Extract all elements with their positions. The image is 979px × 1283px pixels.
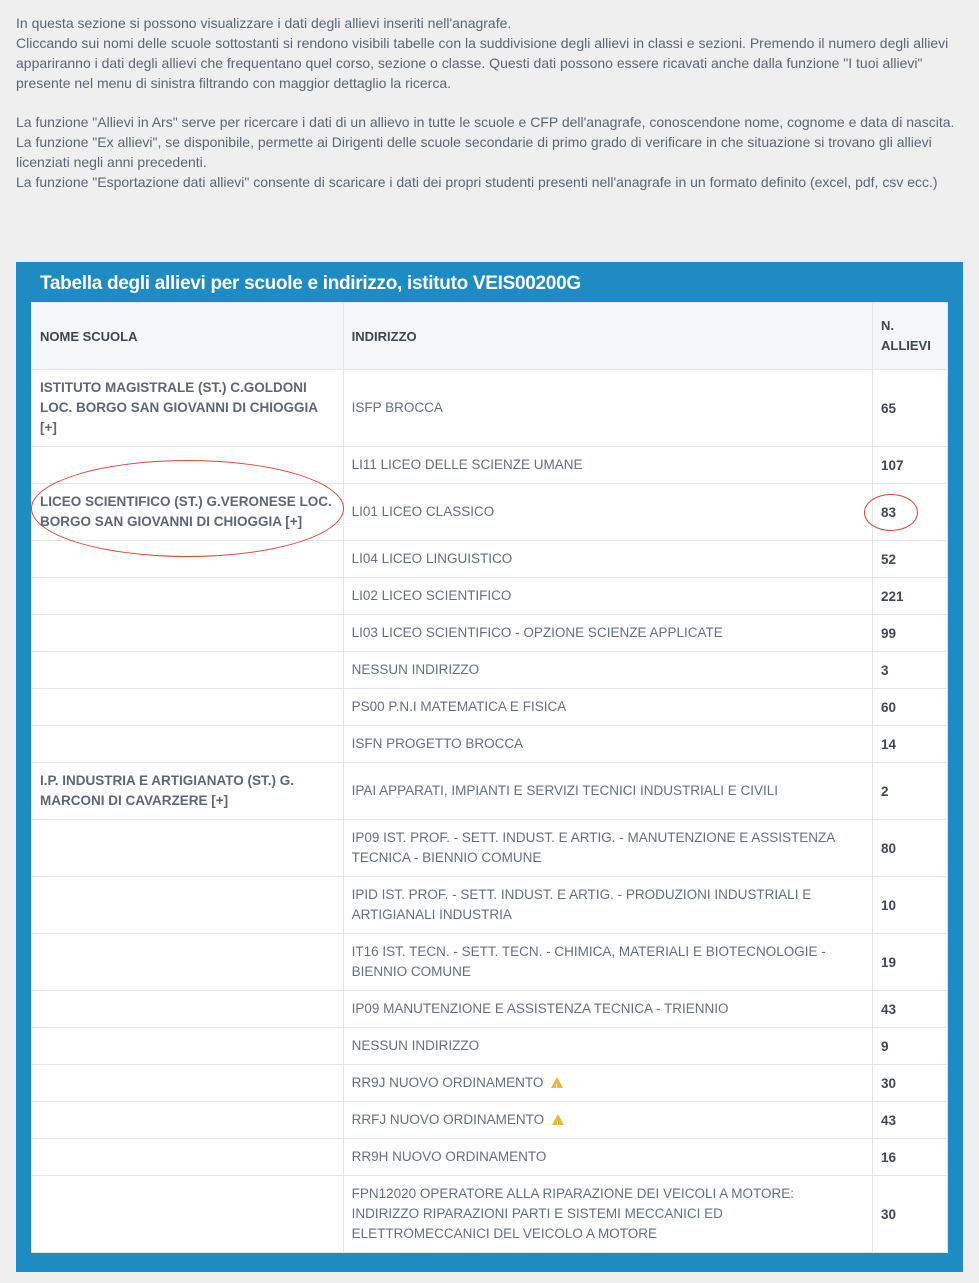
school-cell-empty bbox=[32, 652, 344, 689]
student-count-link[interactable]: 52 bbox=[873, 541, 948, 578]
address-cell bbox=[343, 652, 872, 689]
student-count-link[interactable]: 65 bbox=[873, 370, 948, 447]
school-cell-empty bbox=[32, 1065, 344, 1102]
address-label: LI02 LICEO SCIENTIFICO bbox=[351, 588, 512, 603]
school-cell-empty bbox=[32, 726, 344, 763]
address-cell bbox=[343, 484, 872, 541]
table-row bbox=[32, 689, 948, 726]
table-row bbox=[32, 484, 948, 541]
table-row bbox=[32, 541, 948, 578]
intro-paragraph: Cliccando sui nomi delle scuole sottostanti si rendono visibili tabelle con la suddivisione degli allievi in classi e sezioni. Premendo il numero degli allievi appariranno i dati degli allievi che frequentano quel corso, sezione o classe. Questi dati possono essere ricavati anche dalla funzione "I tuoi allievi" presente nel menu di sinistra filtrando con maggior dettaglio la ricerca. bbox=[16, 35, 949, 91]
table-row bbox=[32, 877, 948, 934]
address-cell bbox=[343, 763, 872, 820]
address-label: FPN12020 OPERATORE ALLA RIPARAZIONE DEI VEICOLI A MOTORE: INDIRIZZO RIPARAZIONI PARTI E SISTEMI MECCANICI ED ELETTROMECCANICI DEL VEICOLO A MOTORE bbox=[351, 1186, 795, 1241]
address-cell bbox=[343, 1102, 872, 1139]
intro-text bbox=[16, 13, 961, 192]
school-cell-empty bbox=[32, 934, 344, 991]
school-cell-empty bbox=[32, 1028, 344, 1065]
table-row bbox=[32, 991, 948, 1028]
school-cell-empty bbox=[32, 820, 344, 877]
school-cell-empty bbox=[32, 541, 344, 578]
address-cell bbox=[343, 1176, 872, 1253]
school-cell-empty bbox=[32, 1139, 344, 1176]
address-cell bbox=[343, 877, 872, 934]
student-count-link[interactable]: 60 bbox=[873, 689, 948, 726]
school-cell-empty bbox=[32, 578, 344, 615]
student-count-link[interactable]: 14 bbox=[873, 726, 948, 763]
table-row bbox=[32, 934, 948, 991]
student-count-link[interactable]: 30 bbox=[873, 1065, 948, 1102]
table-row bbox=[32, 1176, 948, 1253]
student-count-link[interactable]: 2 bbox=[873, 763, 948, 820]
school-cell-empty bbox=[32, 447, 344, 484]
student-count-link[interactable]: 19 bbox=[873, 934, 948, 991]
table-row bbox=[32, 615, 948, 652]
student-count-link[interactable]: 43 bbox=[873, 991, 948, 1028]
school-cell-empty bbox=[32, 877, 344, 934]
student-count-link[interactable]: 30 bbox=[873, 1176, 948, 1253]
school-cell-empty bbox=[32, 615, 344, 652]
address-cell bbox=[343, 820, 872, 877]
school-cell-empty bbox=[32, 1102, 344, 1139]
address-cell bbox=[343, 370, 872, 447]
students-table-panel bbox=[16, 262, 963, 1272]
table-row bbox=[32, 370, 948, 447]
table-row bbox=[32, 726, 948, 763]
address-label: IP09 MANUTENZIONE E ASSISTENZA TECNICA - TRIENNIO bbox=[351, 1001, 729, 1016]
address-label: LI01 LICEO CLASSICO bbox=[351, 504, 495, 519]
student-count-link[interactable]: 16 bbox=[873, 1139, 948, 1176]
address-label: ISFN PROGETTO BROCCA bbox=[351, 736, 524, 751]
address-label: IPAI APPARATI, IMPIANTI E SERVIZI TECNICI INDUSTRIALI E CIVILI bbox=[351, 783, 778, 798]
address-label: RR9J NUOVO ORDINAMENTO bbox=[351, 1075, 544, 1090]
address-label: RRFJ NUOVO ORDINAMENTO bbox=[351, 1112, 545, 1127]
student-count-link[interactable]: 107 bbox=[873, 447, 948, 484]
student-count-link[interactable]: 80 bbox=[873, 820, 948, 877]
address-label: ISFP BROCCA bbox=[351, 400, 443, 415]
address-cell bbox=[343, 991, 872, 1028]
school-cell-empty bbox=[32, 991, 344, 1028]
address-cell bbox=[343, 1028, 872, 1065]
intro-paragraph: La funzione "Allievi in Ars" serve per ricercare i dati di un allievo in tutte le scuole e CFP dell'anagrafe, conoscendone nome, cognome e data di nascita. bbox=[16, 114, 955, 130]
address-cell bbox=[343, 934, 872, 991]
student-count-link[interactable]: 99 bbox=[873, 615, 948, 652]
table-row bbox=[32, 820, 948, 877]
address-cell bbox=[343, 541, 872, 578]
address-label: IP09 IST. PROF. - SETT. INDUST. E ARTIG. - MANUTENZIONE E ASSISTENZA TECNICA - BIENNIO COMUNE bbox=[351, 830, 835, 865]
address-cell bbox=[343, 615, 872, 652]
address-cell bbox=[343, 1139, 872, 1176]
table-row bbox=[32, 447, 948, 484]
address-cell bbox=[343, 1065, 872, 1102]
address-label: NESSUN INDIRIZZO bbox=[351, 662, 480, 677]
student-count-link[interactable]: 3 bbox=[873, 652, 948, 689]
table-row bbox=[32, 1065, 948, 1102]
warning-icon bbox=[552, 1114, 564, 1125]
header-count bbox=[873, 303, 948, 370]
address-cell bbox=[343, 578, 872, 615]
table-row bbox=[32, 652, 948, 689]
address-label: IT16 IST. TECN. - SETT. TECN. - CHIMICA, MATERIALI E BIOTECNOLOGIE - BIENNIO COMUNE bbox=[351, 944, 826, 979]
student-count-link[interactable]: 43 bbox=[873, 1102, 948, 1139]
address-label: PS00 P.N.I MATEMATICA E FISICA bbox=[351, 699, 567, 714]
table-row bbox=[32, 578, 948, 615]
table-row bbox=[32, 1139, 948, 1176]
warning-icon bbox=[551, 1077, 563, 1088]
address-label: RR9H NUOVO ORDINAMENTO bbox=[351, 1149, 547, 1164]
header-school: NOME SCUOLA bbox=[32, 303, 344, 370]
address-label: NESSUN INDIRIZZO bbox=[351, 1038, 480, 1053]
address-label: LI11 LICEO DELLE SCIENZE UMANE bbox=[351, 457, 583, 472]
table-row bbox=[32, 1102, 948, 1139]
header-count-line1: N. bbox=[881, 318, 894, 333]
table-row bbox=[32, 1028, 948, 1065]
panel-title: Tabella degli allievi per scuole e indirizzo, istituto VEIS00200G bbox=[40, 273, 581, 294]
school-cell-empty bbox=[32, 689, 344, 726]
address-label: LI04 LICEO LINGUISTICO bbox=[351, 551, 513, 566]
student-count-link[interactable]: 9 bbox=[873, 1028, 948, 1065]
student-count-link[interactable]: 10 bbox=[873, 877, 948, 934]
intro-paragraph: In questa sezione si possono visualizzare i dati degli allievi inseriti nell'anagrafe. bbox=[16, 15, 512, 31]
student-count-link[interactable]: 83 bbox=[873, 484, 948, 541]
student-count-link[interactable]: 221 bbox=[873, 578, 948, 615]
school-cell-empty bbox=[32, 1176, 344, 1253]
header-address: INDIRIZZO bbox=[343, 303, 872, 370]
intro-paragraph: La funzione "Esportazione dati allievi" consente di scaricare i dati dei propri studenti presenti nell'anagrafe in un formato definito (excel, pdf, csv ecc.) bbox=[16, 174, 938, 190]
students-table bbox=[31, 302, 948, 1253]
school-name-link[interactable]: LICEO SCIENTIFICO (ST.) G.VERONESE LOC. BORGO SAN GIOVANNI DI CHIOGGIA [+] bbox=[32, 484, 344, 541]
address-cell bbox=[343, 726, 872, 763]
intro-paragraph: La funzione "Ex allievi", se disponibile, permette ai Dirigenti delle scuole secondarie di primo grado di verificare in che situazione si trovano gli allievi licenziati negli anni precedenti. bbox=[16, 134, 932, 170]
school-name-link[interactable]: I.P. INDUSTRIA E ARTIGIANATO (ST.) G. MARCONI DI CAVARZERE [+] bbox=[32, 763, 344, 820]
address-cell bbox=[343, 689, 872, 726]
address-label: IPID IST. PROF. - SETT. INDUST. E ARTIG. - PRODUZIONI INDUSTRIALI E ARTIGIANALI INDUSTRIA bbox=[351, 887, 812, 922]
table-row bbox=[32, 763, 948, 820]
header-count-line2: ALLIEVI bbox=[881, 338, 931, 353]
address-label: LI03 LICEO SCIENTIFICO - OPZIONE SCIENZE APPLICATE bbox=[351, 625, 723, 640]
address-cell bbox=[343, 447, 872, 484]
school-name-link[interactable]: ISTITUTO MAGISTRALE (ST.) C.GOLDONI LOC. BORGO SAN GIOVANNI DI CHIOGGIA [+] bbox=[32, 370, 344, 447]
table-header-row bbox=[32, 303, 948, 370]
